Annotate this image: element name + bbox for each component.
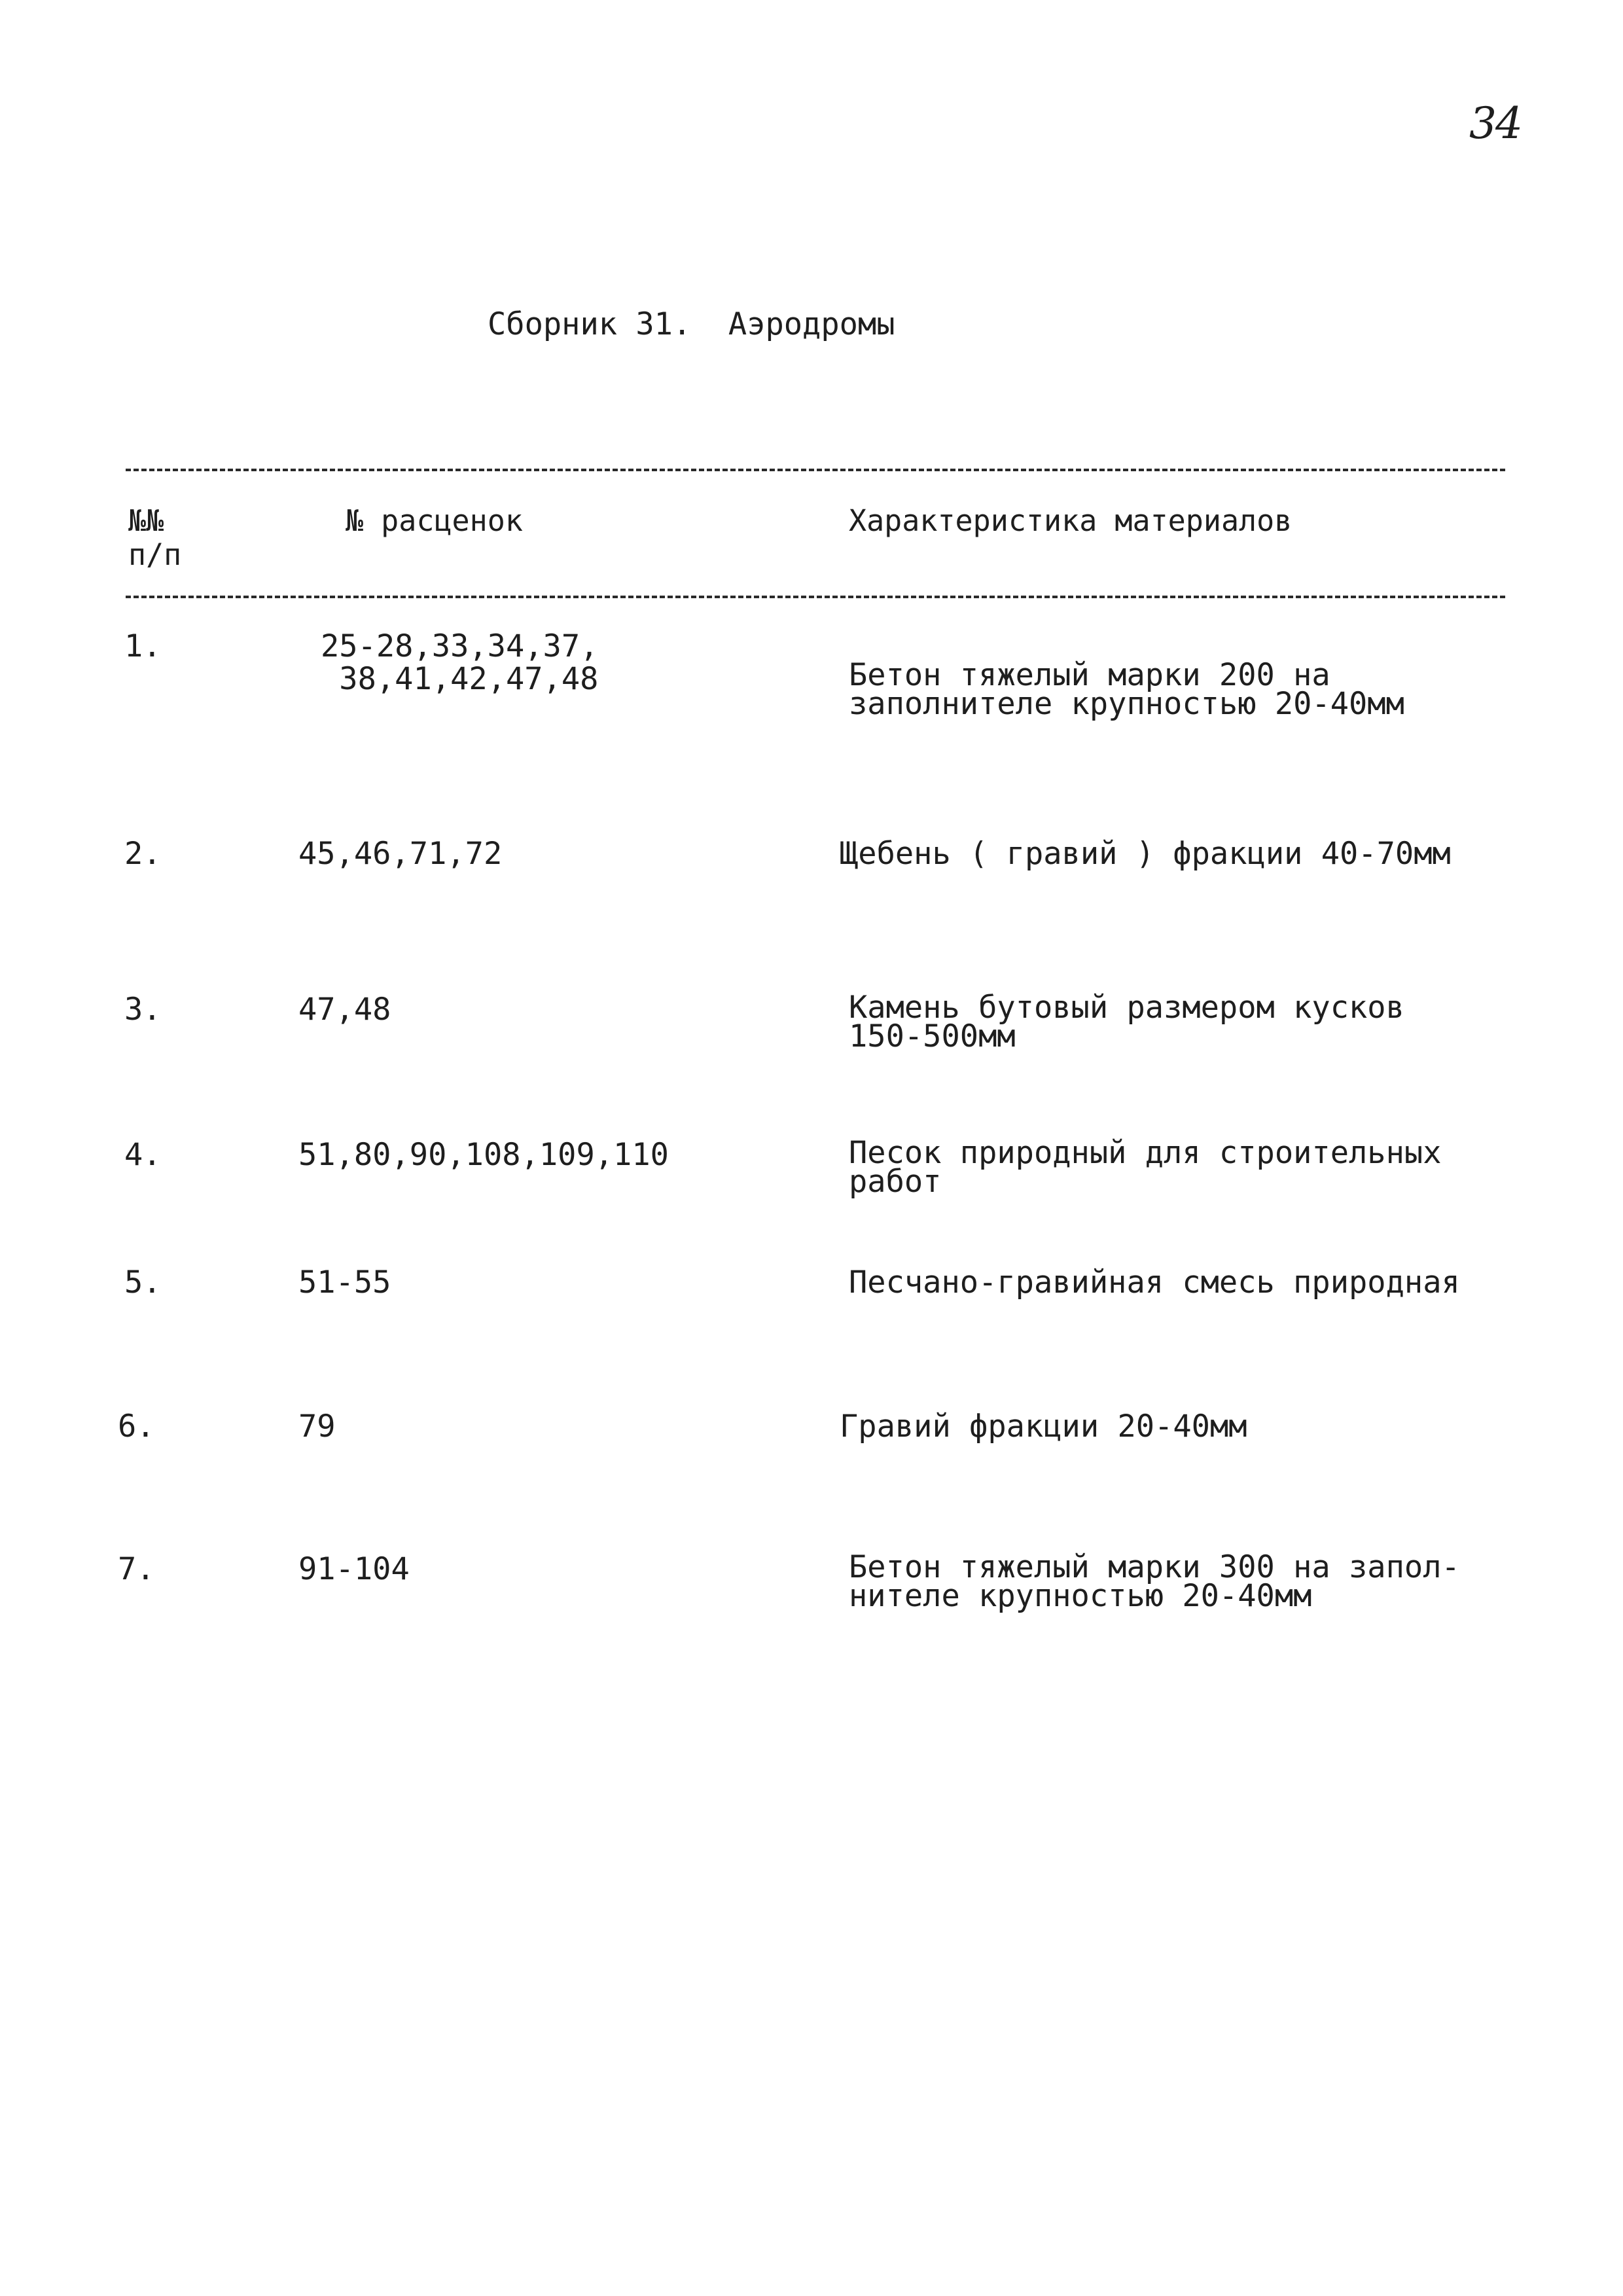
- row-4-number: 4.: [124, 1137, 162, 1173]
- header-codes: № расценок: [346, 503, 523, 538]
- row-2-number: 2.: [124, 836, 162, 872]
- document-title: Сборник 31. Аэродромы: [488, 306, 895, 342]
- table-top-divider: [126, 469, 1505, 471]
- row-1-description: Бетон тяжелый марки 200 на заполнителе крупностью 20-40мм: [849, 657, 1404, 722]
- row-5-codes: 51-55: [298, 1265, 391, 1300]
- row-5-description: Песчано-гравийная смесь природная: [849, 1265, 1460, 1300]
- row-2-codes: 45,46,71,72: [298, 836, 503, 872]
- row-1-number: 1.: [124, 628, 162, 664]
- row-6-description: Гравий фракции 20-40мм: [840, 1408, 1247, 1444]
- row-5-number: 5.: [124, 1265, 162, 1300]
- table-header-divider: [126, 596, 1505, 598]
- row-3-codes: 47,48: [298, 992, 391, 1028]
- row-7-number: 7.: [118, 1551, 155, 1587]
- row-7-codes: 91-104: [298, 1551, 410, 1587]
- row-2-description: Щебень ( гравий ) фракции 40-70мм: [840, 836, 1451, 872]
- header-description: Характеристика материалов: [849, 503, 1293, 538]
- row-3-description: Камень бутовый размером кусков 150-500мм: [849, 990, 1404, 1054]
- row-6-codes: 79: [298, 1408, 336, 1444]
- row-6-number: 6.: [118, 1408, 155, 1444]
- row-7-description: Бетон тяжелый марки 300 на запол- нителе крупностью 20-40мм: [849, 1549, 1460, 1614]
- row-4-codes: 51,80,90,108,109,110: [298, 1137, 669, 1173]
- row-4-description: Песок природный для строительных работ: [849, 1135, 1442, 1200]
- page-number: 34: [1469, 98, 1522, 149]
- row-1-codes: 25-28,33,34,37, 38,41,42,47,48: [321, 628, 599, 697]
- header-number: №№ п/п: [128, 503, 182, 572]
- row-3-number: 3.: [124, 992, 162, 1028]
